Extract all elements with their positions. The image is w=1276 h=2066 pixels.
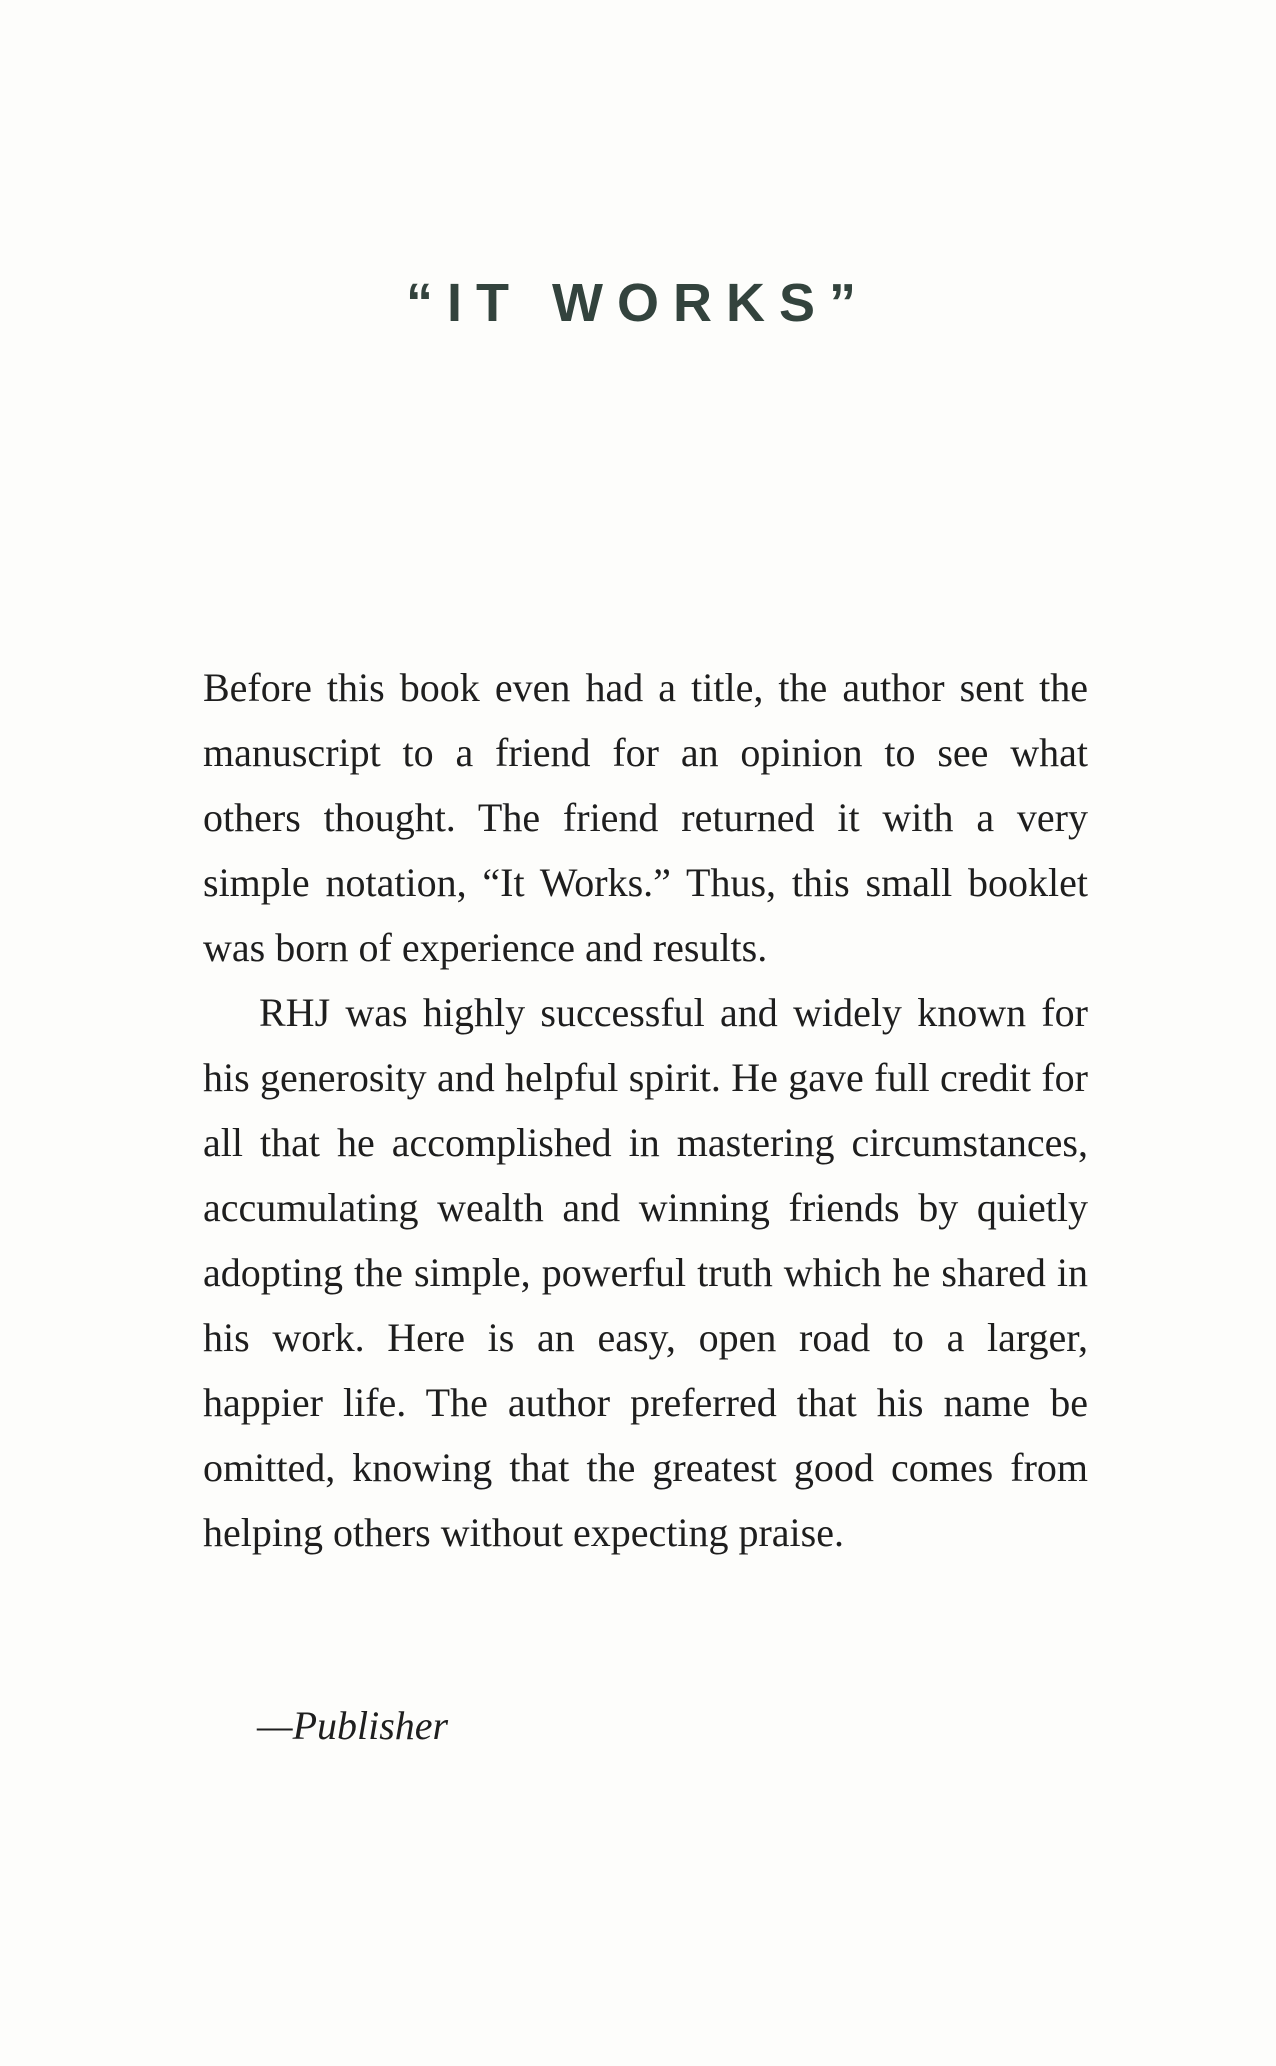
publisher-signature: —Publisher <box>257 1703 449 1748</box>
paragraph-intro: Before this book even had a title, the author sent the manuscript to a friend for an opinion to see what others thought. The friend returned it with a very simple notation, “It Works.” Thus, this small booklet was born of experience and results. <box>203 665 1088 970</box>
paragraph-rhj: RHJ was highly successful and widely known for his generosity and helpful spirit. He gave full credit for all that he accomplished in mastering circumstances, accumulating wealth and winning friends by quietly adopting the simple, powerful truth which he shared in his work. Here is an easy, open road to a larger, happier life. The author preferred that his name be omitted, knowing that the greatest good comes from helping others without expecting praise. <box>203 990 1088 1555</box>
page-title: “IT WORKS” <box>406 273 870 333</box>
body-text <box>203 655 1088 1565</box>
